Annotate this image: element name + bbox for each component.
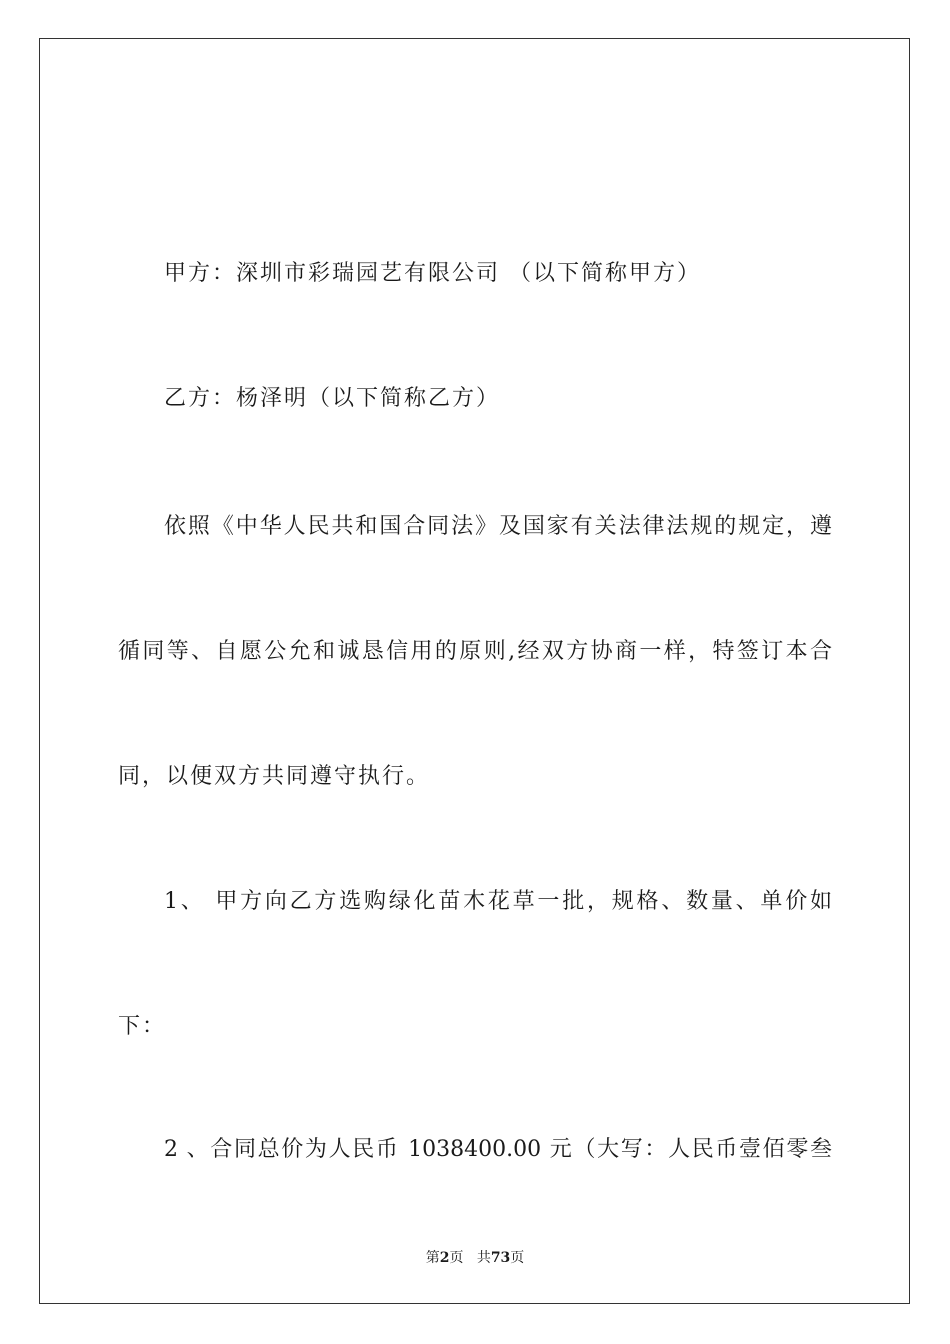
footer-total-prefix: 共 [476,1250,491,1266]
preamble-line-1: 依照《中华人民共和国合同法》及国家有关法律法规的规定，遵 [164,514,832,539]
clause-1-line-1: 1、 甲方向乙方选购绿化苗木花草一批，规格、数量、单价如 [164,889,832,914]
clause-2-line-1: 2 、合同总价为人民币 1038400.00 元（大写：人民币壹佰零叁 [164,1137,832,1162]
page-border [39,38,910,1304]
footer-prefix: 第 [425,1250,440,1266]
preamble-line-3: 同，以便双方共同遵守执行。 [118,764,431,789]
preamble-line-2: 循同等、自愿公允和诚恳信用的原则,经双方协商一样，特签订本合 [118,639,832,664]
footer-total-pages: 73 [490,1250,511,1266]
party-b-line: 乙方：杨泽明（以下简称乙方） [164,386,501,411]
footer-page-number: 2 [439,1250,450,1266]
footer-page-suffix: 页 [449,1250,464,1266]
party-a-line: 甲方：深圳市彩瑞园艺有限公司 （以下简称甲方） [164,261,701,286]
clause-1-line-2: 下： [118,1014,167,1039]
page-footer [0,1248,950,1268]
footer-total-suffix: 页 [510,1250,525,1266]
